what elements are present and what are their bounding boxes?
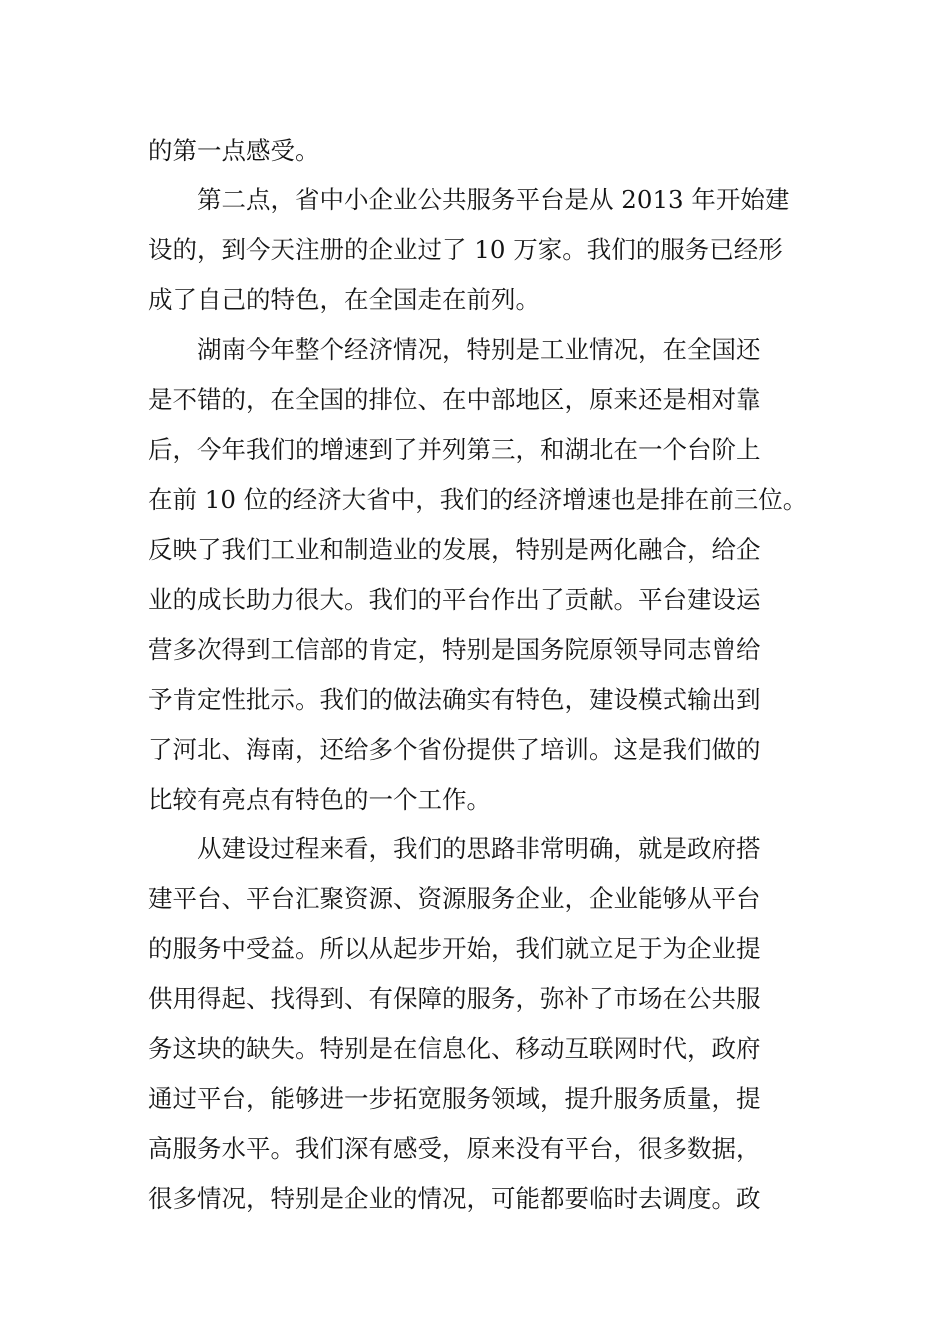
text-line: 在前 10 位的经济大省中，我们的经济增速也是排在前三位。 — [148, 485, 808, 514]
text-line: 比较有亮点有特色的一个工作。 — [148, 785, 491, 814]
text-line: 予肯定性批示。我们的做法确实有特色，建设模式输出到 — [148, 685, 761, 714]
paragraph-first-line: 第二点，省中小企业公共服务平台是从 2013 年开始建 — [197, 185, 790, 214]
text-line: 的服务中受益。所以从起步开始，我们就立足于为企业提 — [148, 934, 761, 963]
text-line: 营多次得到工信部的肯定，特别是国务院原领导同志曾给 — [148, 635, 761, 664]
text-line: 高服务水平。我们深有感受，原来没有平台，很多数据， — [148, 1134, 761, 1163]
text-line: 成了自己的特色，在全国走在前列。 — [148, 285, 540, 314]
text-line: 反映了我们工业和制造业的发展，特别是两化融合，给企 — [148, 535, 761, 564]
text-line: 的第一点感受。 — [148, 136, 320, 165]
text-line: 设的，到今天注册的企业过了 10 万家。我们的服务已经形 — [148, 235, 783, 264]
text-line: 通过平台，能够进一步拓宽服务领域，提升服务质量，提 — [148, 1084, 761, 1113]
text-line: 很多情况，特别是企业的情况，可能都要临时去调度。政 — [148, 1184, 761, 1213]
text-line: 务这块的缺失。特别是在信息化、移动互联网时代，政府 — [148, 1034, 761, 1063]
text-line: 了河北、海南，还给多个省份提供了培训。这是我们做的 — [148, 735, 761, 764]
paragraph-first-line: 湖南今年整个经济情况，特别是工业情况，在全国还 — [197, 335, 761, 364]
text-line: 后，今年我们的增速到了并列第三，和湖北在一个台阶上 — [148, 435, 761, 464]
text-line: 供用得起、找得到、有保障的服务，弥补了市场在公共服 — [148, 984, 761, 1013]
text-line: 业的成长助力很大。我们的平台作出了贡献。平台建设运 — [148, 585, 761, 614]
text-line: 是不错的，在全国的排位、在中部地区，原来还是相对靠 — [148, 385, 761, 414]
text-line: 建平台、平台汇聚资源、资源服务企业，企业能够从平台 — [148, 884, 761, 913]
paragraph-first-line: 从建设过程来看，我们的思路非常明确，就是政府搭 — [197, 834, 761, 863]
